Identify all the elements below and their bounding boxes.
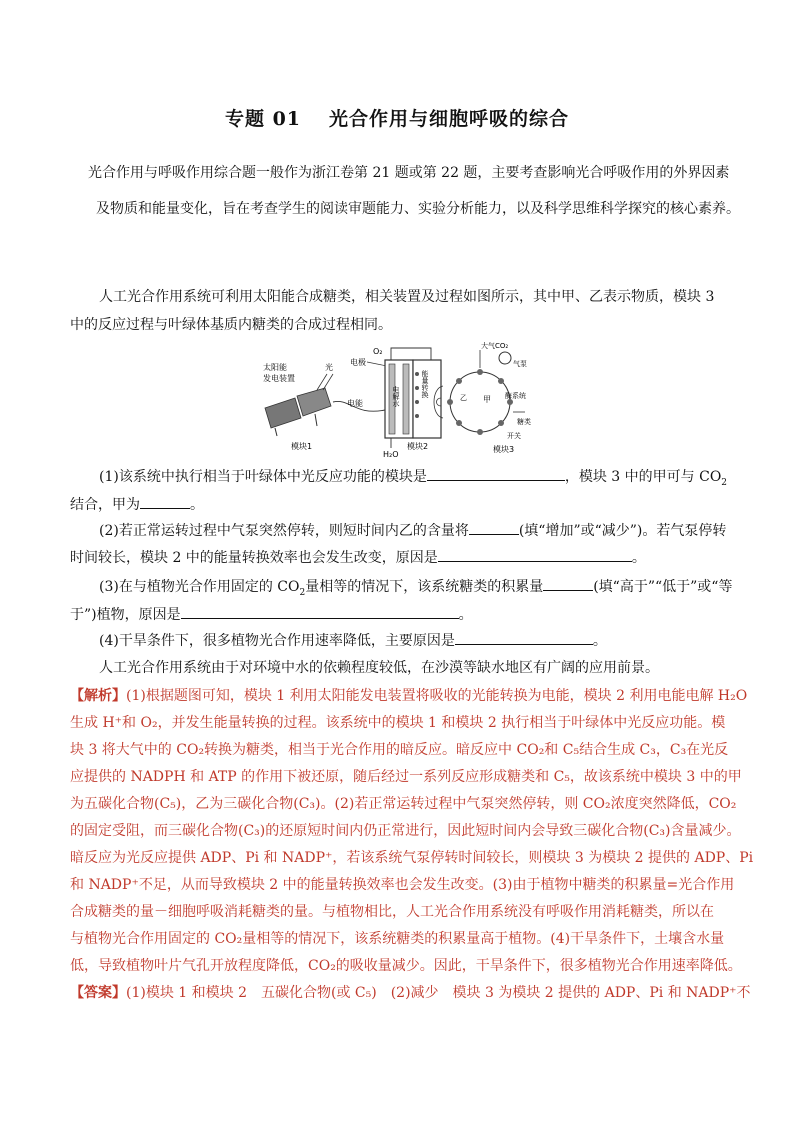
question-stem-1: 人工光合作用系统可利用太阳能合成糖类，相关装置及过程如图所示，其中甲、乙表示物质，模块 3	[99, 289, 715, 305]
q1-answer-blank-1[interactable]	[427, 466, 565, 481]
question-stem-2: 中的反应过程与叶绿体基质内糖类的合成过程相同。	[70, 317, 392, 333]
q2-text-d: 。	[631, 550, 646, 566]
title-text: 光合作用与细胞呼吸的综合	[329, 108, 570, 130]
q2-text-b: (填“增加”或“减少”)。若气泵停转	[518, 523, 727, 539]
module-1-label: 模块1	[291, 442, 313, 451]
q3-text-e: 。	[458, 607, 473, 623]
answer-line	[70, 980, 751, 1006]
q1-text-c: 结合，甲为	[70, 497, 140, 513]
air-co2-label: 大气CO₂	[481, 342, 509, 350]
analysis-line-3: 块 3 将大气中的 CO₂转换为糖类，相当于光合作用的暗反应。暗反应中 CO₂和 C₅结合生成 C₃，C₃在光反	[70, 742, 729, 758]
q3-text-d: 于”)植物，原因是	[70, 607, 181, 623]
question-3-line-2	[70, 602, 730, 628]
q3-text-b: 量相等的情况下，该系统糖类的积累量	[305, 579, 544, 595]
q4-text-b: 。	[592, 633, 607, 649]
analysis-line-6: 的固定受阻，而三碳化合物(C₃)的还原短时间内仍正常进行，因此短时间内会导致三碳化合物(C₃)含量减少。	[70, 823, 741, 839]
jia-label: 甲	[483, 395, 491, 404]
question-1-line-2	[70, 492, 730, 518]
apparatus-figure	[255, 340, 540, 458]
q1-answer-blank-2[interactable]	[140, 494, 190, 509]
module-2-label: 模块2	[407, 442, 429, 451]
analysis-line-9: 合成糖类的量－细胞呼吸消耗糖类的量。与植物相比，人工光合作用系统没有呼吸作用消耗糖类，所以在	[70, 904, 714, 920]
q2-text-c: 时间较长，模块 2 中的能量转换效率也会发生改变，原因是	[70, 550, 438, 566]
page-title	[0, 104, 794, 131]
title-number: 专题 01	[224, 108, 302, 130]
pump-label: 气泵	[513, 360, 527, 368]
electrolyze-label: 电解水	[392, 386, 400, 407]
solar-panel-icon	[265, 388, 331, 436]
sugar-label: 糖类	[517, 418, 531, 426]
enzyme-label: 酶系统	[505, 392, 526, 400]
intro-line-2: 及物质和能量变化，旨在考查学生的阅读审题能力、实验分析能力，以及科学思维科学探究的核心素养。	[96, 201, 740, 217]
energy-convert-label: 能量转换	[421, 370, 429, 398]
analysis-line-11: 低，导致植物叶片气孔开放程度降低，CO₂的吸收量减少。因此，干旱条件下，很多植物光合作用速率降低。	[70, 958, 742, 974]
analysis-text-1: (1)根据题图可知，模块 1 利用太阳能发电装置将吸收的光能转换为电能，模块 2 利用电能电解 H₂O	[126, 688, 748, 704]
question-2-line-1	[99, 518, 759, 544]
question-4-line	[99, 628, 759, 654]
q4-text-a: (4)干旱条件下，很多植物光合作用速率降低，主要原因是	[99, 633, 455, 649]
o2-label: O₂	[373, 347, 383, 356]
analysis-line-1	[70, 683, 748, 709]
analysis-line-4: 应提供的 NADPH 和 ATP 的作用下被还原，随后经过一系列反应形成糖类和 C₅，故该系统中模块 3 中的甲	[70, 769, 742, 785]
q3-text-c: (填“高于”“低于”或“等	[593, 579, 733, 595]
analysis-tag: 【解析】	[70, 688, 126, 704]
h2o-label: H₂O	[383, 450, 399, 458]
q4-answer-blank[interactable]	[455, 630, 593, 645]
q3-answer-blank-2[interactable]	[181, 604, 459, 619]
electric-energy-label: 电能	[347, 399, 363, 408]
q1-text-d: 。	[190, 497, 204, 513]
q1-text-a: (1)该系统中执行相当于叶绿体中光反应功能的模块是	[99, 469, 427, 485]
analysis-line-8: 和 NADP⁺不足，从而导致模块 2 中的能量转换效率也会发生改变。(3)由于植物中糖类的积累量=光合作用	[70, 877, 735, 893]
analysis-line-2: 生成 H⁺和 O₂，并发生能量转换的过程。该系统中的模块 1 和模块 2 执行相当于叶绿体中光反应功能。模	[70, 715, 726, 731]
solar-label-1: 太阳能	[263, 363, 287, 372]
q3-text-a: (3)在与植物光合作用固定的 CO	[99, 579, 300, 595]
solar-label-2: 发电装置	[263, 374, 295, 383]
electrode-label: 电极	[350, 358, 366, 367]
light-label: 光	[325, 363, 333, 372]
closing-sentence: 人工光合作用系统由于对环境中水的依赖程度较低，在沙漠等缺水地区有广阔的应用前景。	[99, 660, 659, 676]
q2-answer-blank-1[interactable]	[469, 520, 519, 535]
q2-text-a: (2)若正常运转过程中气泵突然停转，则短时间内乙的含量将	[99, 523, 469, 539]
pump-icon	[499, 352, 511, 364]
answer-text: (1)模块 1 和模块 2 五碳化合物(或 C₅) (2)减少 模块 3 为模块 2 提供的 ADP、Pi 和 NADP⁺不	[126, 985, 751, 1001]
analysis-line-7: 暗反应为光反应提供 ADP、Pi 和 NADP⁺，若该系统气泵停转时间较长，则模块 3 为模块 2 提供的 ADP、Pi	[70, 850, 754, 866]
q1-text-b: ，模块 3 中的甲可与 CO	[564, 469, 722, 485]
question-3-line-1: (3)在与植物光合作用固定的 $CO_2$量相等的情况下，该系统糖类的积累量 (填“高于”“低于”或“等	[99, 574, 759, 606]
question-2-line-2	[70, 545, 730, 571]
q2-answer-blank-2[interactable]	[438, 547, 632, 562]
module-3-label: 模块3	[493, 445, 515, 454]
question-1-line-1: (1)该系统中执行相当于叶绿体中光反应功能的模块是 ，模块 3 中的甲可与 $CO_2$	[99, 464, 759, 496]
intro-line-1: 光合作用与呼吸作用综合题一般作为浙江卷第 21 题或第 22 题，主要考查影响光合呼吸作用的外界因素	[88, 165, 730, 181]
q3-answer-blank-1[interactable]	[543, 576, 593, 591]
yi-label: 乙	[460, 394, 467, 402]
analysis-line-5: 为五碳化合物(C₅)，乙为三碳化合物(C₃)。(2)若正常运转过程中气泵突然停转，则 CO₂浓度突然降低，CO₂	[70, 796, 737, 812]
switch-label: 开关	[507, 432, 521, 440]
analysis-line-10: 与植物光合作用固定的 CO₂量相等的情况下，该系统糖类的积累量高于植物。(4)干旱条件下，土壤含水量	[70, 931, 725, 947]
answer-tag: 【答案】	[70, 985, 126, 1001]
